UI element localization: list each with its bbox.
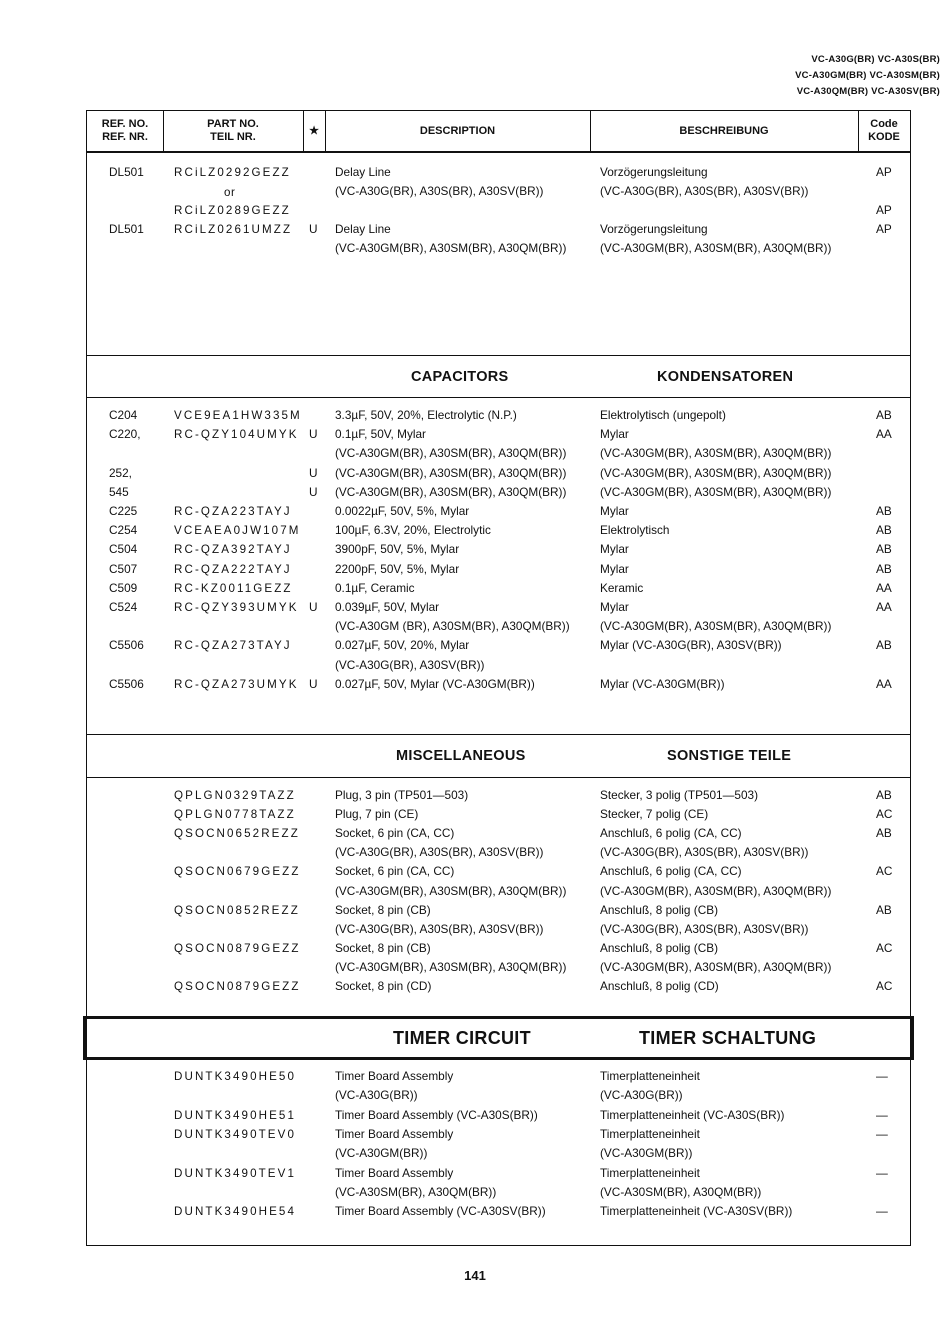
description-cell: (VC-A30GM(BR)) <box>335 1146 428 1161</box>
description-cell: (VC-A30GM(BR), A30SM(BR), A30QM(BR)) <box>335 883 567 898</box>
beschreibung-cell: (VC-A30GM(BR), A30SM(BR), A30QM(BR)) <box>600 959 832 974</box>
description-cell: 100µF, 6.3V, 20%, Electrolytic <box>335 523 491 538</box>
table-row <box>87 1086 910 1105</box>
table-row <box>87 786 910 805</box>
beschreibung-cell: Vorzögerungsleitung <box>600 165 708 179</box>
beschreibung-cell: Timerplatteneinheit (VC-A30SV(BR)) <box>600 1204 793 1219</box>
part-number-cell: RC-QZA273UMYK <box>174 677 299 691</box>
table-row <box>87 464 910 483</box>
description-cell: Plug, 3 pin (TP501—503) <box>335 788 469 802</box>
description-cell: 0.027µF, 50V, 20%, Mylar <box>335 638 470 653</box>
code-cell: AC <box>876 807 893 822</box>
description-cell: Socket, 6 pin (CA, CC) <box>335 826 455 841</box>
table-row <box>87 239 910 258</box>
description-cell: (VC-A30G(BR), A30SV(BR)) <box>335 657 485 672</box>
ref-cell: C524 <box>109 600 138 614</box>
beschreibung-cell: (VC-A30G(BR), A30S(BR), A30SV(BR)) <box>600 845 809 860</box>
description-cell: (VC-A30G(BR), A30S(BR), A30SV(BR)) <box>335 184 544 198</box>
part-number-cell: DUNTK3490HE54 <box>174 1205 297 1219</box>
code-cell: AA <box>876 580 892 595</box>
ref-cell: C254 <box>109 523 138 538</box>
beschreibung-cell: Mylar <box>600 561 629 576</box>
part-no-header: PART NO. TEIL NR. <box>207 118 259 143</box>
part-number-cell: RC-KZ0011GEZZ <box>174 581 293 595</box>
beschreibung-cell: (VC-A30G(BR)) <box>600 1088 683 1103</box>
ref-cell: 252, <box>109 465 132 480</box>
beschreibung-header: BESCHREIBUNG <box>679 124 769 137</box>
description-cell: Timer Board Assembly <box>335 1165 454 1180</box>
description-cell: (VC-A30GM(BR), A30SM(BR), A30QM(BR)) <box>335 484 567 499</box>
table-row <box>87 1183 910 1202</box>
description-cell: (VC-A30G(BR), A30S(BR), A30SV(BR)) <box>335 921 544 936</box>
part-number-cell: RC-QZA223TAYJ <box>174 505 292 518</box>
table-row <box>87 1144 910 1163</box>
beschreibung-cell: Mylar <box>600 504 629 518</box>
table-row <box>87 1106 910 1125</box>
description-cell: 3900pF, 50V, 5%, Mylar <box>335 542 460 557</box>
beschreibung-cell: Keramic <box>600 580 644 595</box>
table-row <box>87 1202 910 1221</box>
beschreibung-cell: Anschluß, 8 polig (CD) <box>600 979 719 993</box>
part-number-cell: RC-QZY104UMYK <box>174 428 299 442</box>
code-cell: — <box>876 1069 888 1083</box>
table-row <box>87 939 910 958</box>
code-cell: AB <box>876 788 892 802</box>
description-cell: (VC-A30GM(BR), A30SM(BR), A30QM(BR)) <box>335 465 567 480</box>
ref-cell: 545 <box>109 484 129 499</box>
table-row <box>87 1164 910 1183</box>
table-row <box>87 220 910 239</box>
ref-cell: C5506 <box>109 638 144 653</box>
beschreibung-cell: Anschluß, 8 polig (CB) <box>600 940 719 955</box>
star-cell: U <box>309 465 318 480</box>
part-number-cell: DUNTK3490HE50 <box>174 1070 297 1083</box>
beschreibung-cell: Mylar (VC-A30GM(BR)) <box>600 676 725 691</box>
table-row <box>87 201 910 220</box>
beschreibung-cell: (VC-A30GM(BR), A30SM(BR), A30QM(BR)) <box>600 484 832 499</box>
table-row <box>87 444 910 463</box>
code-cell: AB <box>876 523 892 538</box>
code-cell: AB <box>876 638 892 653</box>
code-cell: AC <box>876 940 893 955</box>
parts-list-table <box>86 110 911 1246</box>
table-row <box>87 656 910 675</box>
table-row <box>87 1125 910 1144</box>
part-number-cell: QSOCN0852REZZ <box>174 903 300 917</box>
table-row <box>87 617 910 636</box>
description-cell: Timer Board Assembly (VC-A30S(BR)) <box>335 1107 538 1122</box>
table-row <box>87 862 910 881</box>
table-row <box>87 540 910 559</box>
ref-cell: C204 <box>109 408 138 422</box>
table-row <box>87 882 910 901</box>
sonstige-teile-title: SONSTIGE TEILE <box>667 748 792 764</box>
code-cell: — <box>876 1165 888 1180</box>
description-cell: (VC-A30GM (BR), A30SM(BR), A30QM(BR)) <box>335 619 570 634</box>
kondensatoren-title: KONDENSATOREN <box>657 369 794 385</box>
model-line: VC-A30QM(BR) VC-A30SV(BR) <box>796 86 940 97</box>
model-list <box>740 52 940 100</box>
code-cell: AP <box>876 222 892 236</box>
beschreibung-cell: (VC-A30G(BR), A30S(BR), A30SV(BR)) <box>600 184 809 198</box>
part-number-cell: DUNTK3490TEV1 <box>174 1166 297 1180</box>
code-cell: AB <box>876 504 892 518</box>
ref-cell: C5506 <box>109 676 144 691</box>
beschreibung-cell: Stecker, 3 polig (TP501—503) <box>600 788 759 802</box>
code-cell: AB <box>876 902 892 917</box>
or-label: or <box>224 186 236 199</box>
model-line: VC-A30G(BR) VC-A30S(BR) <box>811 54 940 65</box>
part-number-cell: QPLGN0778TAZZ <box>174 808 296 822</box>
part-number-cell: RCiLZ0292GEZZ <box>174 166 291 179</box>
beschreibung-cell: Elektrolytisch (ungepolt) <box>600 408 726 422</box>
code-cell: AA <box>876 676 892 691</box>
description-header: DESCRIPTION <box>419 124 496 137</box>
table-row <box>87 521 910 540</box>
table-row <box>87 598 910 617</box>
table-row <box>87 824 910 843</box>
beschreibung-cell: (VC-A30GM(BR), A30SM(BR), A30QM(BR)) <box>600 465 832 480</box>
star-cell: U <box>309 222 318 236</box>
description-cell: (VC-A30GM(BR), A30SM(BR), A30QM(BR)) <box>335 241 567 255</box>
ref-cell: C507 <box>109 561 138 576</box>
part-number-cell: VCEAEA0JW107M <box>174 524 301 538</box>
description-cell: (VC-A30SM(BR), A30QM(BR)) <box>335 1184 497 1199</box>
table-row <box>87 425 910 444</box>
star-header: ★ <box>309 124 319 137</box>
description-cell: Delay Line <box>335 165 391 179</box>
beschreibung-cell: (VC-A30GM(BR)) <box>600 1146 693 1161</box>
table-row <box>87 675 910 694</box>
description-cell: (VC-A30G(BR)) <box>335 1088 418 1103</box>
capacitors-title: CAPACITORS <box>411 369 509 385</box>
table-row <box>87 502 910 521</box>
table-row <box>87 579 910 598</box>
code-cell: AA <box>876 600 892 614</box>
beschreibung-cell: Timerplatteneinheit <box>600 1126 700 1141</box>
code-cell: AP <box>876 203 892 217</box>
code-cell: AC <box>876 864 893 879</box>
description-cell: (VC-A30G(BR), A30S(BR), A30SV(BR)) <box>335 845 544 860</box>
ref-cell: C504 <box>109 542 138 557</box>
description-cell: Timer Board Assembly <box>335 1069 454 1083</box>
star-cell: U <box>309 484 318 499</box>
code-header: Code KODE <box>868 118 900 143</box>
description-cell: Timer Board Assembly (VC-A30SV(BR)) <box>335 1204 546 1219</box>
description-cell: 0.039µF, 50V, Mylar <box>335 600 440 614</box>
beschreibung-cell: (VC-A30G(BR), A30S(BR), A30SV(BR)) <box>600 921 809 936</box>
part-number-cell: QSOCN0879GEZZ <box>174 941 301 955</box>
code-cell: AB <box>876 542 892 557</box>
part-number-cell: DUNTK3490HE51 <box>174 1108 297 1122</box>
ref-cell: DL501 <box>109 165 144 179</box>
table-row <box>87 406 910 425</box>
part-number-cell: RC-QZA222TAYJ <box>174 562 292 576</box>
star-cell: U <box>309 600 318 614</box>
page-number: 141 <box>464 1268 486 1283</box>
table-row <box>87 977 910 996</box>
description-cell: 2200pF, 50V, 5%, Mylar <box>335 561 460 576</box>
description-cell: (VC-A30GM(BR), A30SM(BR), A30QM(BR)) <box>335 959 567 974</box>
table-row <box>87 958 910 977</box>
table-row <box>87 163 910 182</box>
code-cell: AA <box>876 427 892 442</box>
ref-no-header: REF. NO. REF. NR. <box>101 118 149 143</box>
part-number-cell: RC-QZA392TAYJ <box>174 543 292 557</box>
description-cell: 0.1µF, Ceramic <box>335 580 415 595</box>
beschreibung-cell: (VC-A30GM(BR), A30SM(BR), A30QM(BR)) <box>600 241 832 255</box>
description-cell: 3.3µF, 50V, 20%, Electrolytic (N.P.) <box>335 408 517 422</box>
beschreibung-cell: Timerplatteneinheit <box>600 1069 700 1083</box>
part-number-cell: QSOCN0679GEZZ <box>174 865 301 879</box>
description-cell: Timer Board Assembly <box>335 1126 454 1141</box>
model-line: VC-A30GM(BR) VC-A30SM(BR) <box>795 70 940 81</box>
table-row <box>87 920 910 939</box>
beschreibung-cell: (VC-A30GM(BR), A30SM(BR), A30QM(BR)) <box>600 446 832 461</box>
beschreibung-cell: Mylar (VC-A30G(BR), A30SV(BR)) <box>600 638 782 653</box>
beschreibung-cell: Elektrolytisch <box>600 523 670 538</box>
star-cell: U <box>309 427 318 442</box>
beschreibung-cell: Vorzögerungsleitung <box>600 222 708 236</box>
code-cell: AB <box>876 408 892 422</box>
part-number-cell: QSOCN0652REZZ <box>174 827 300 841</box>
part-number-cell: RC-QZA273TAYJ <box>174 639 292 653</box>
beschreibung-cell: Stecker, 7 polig (CE) <box>600 807 709 822</box>
code-cell: AC <box>876 979 893 993</box>
code-cell: — <box>876 1204 888 1219</box>
description-cell: Socket, 8 pin (CB) <box>335 940 431 955</box>
part-number-cell: QPLGN0329TAZZ <box>174 789 296 802</box>
table-row <box>87 1067 910 1086</box>
code-cell: AB <box>876 826 892 841</box>
miscellaneous-title: MISCELLANEOUS <box>396 748 526 764</box>
beschreibung-cell: Mylar <box>600 427 629 442</box>
description-cell: Delay Line <box>335 222 391 236</box>
description-cell: 0.0022µF, 50V, 5%, Mylar <box>335 504 470 518</box>
beschreibung-cell: Mylar <box>600 542 629 557</box>
ref-cell: C509 <box>109 580 138 595</box>
or-row <box>87 183 910 202</box>
description-cell: Plug, 7 pin (CE) <box>335 807 419 822</box>
description-cell: (VC-A30GM(BR), A30SM(BR), A30QM(BR)) <box>335 446 567 461</box>
beschreibung-cell: Mylar <box>600 600 629 614</box>
ref-cell: C220, <box>109 427 141 442</box>
table-row <box>87 805 910 824</box>
beschreibung-cell: Anschluß, 6 polig (CA, CC) <box>600 864 742 879</box>
table-row <box>87 560 910 579</box>
beschreibung-cell: (VC-A30GM(BR), A30SM(BR), A30QM(BR)) <box>600 619 832 634</box>
description-cell: 0.1µF, 50V, Mylar <box>335 427 426 442</box>
ref-cell: C225 <box>109 504 138 518</box>
code-cell: AB <box>876 561 892 576</box>
table-row <box>87 483 910 502</box>
table-row <box>87 901 910 920</box>
description-cell: Socket, 8 pin (CD) <box>335 979 432 993</box>
beschreibung-cell: Timerplatteneinheit (VC-A30S(BR)) <box>600 1107 785 1122</box>
part-number-cell: QSOCN0879GEZZ <box>174 980 301 993</box>
part-number-cell: RC-QZY393UMYK <box>174 601 299 614</box>
beschreibung-cell: Anschluß, 8 polig (CB) <box>600 902 719 917</box>
table-row <box>87 843 910 862</box>
beschreibung-cell: (VC-A30GM(BR), A30SM(BR), A30QM(BR)) <box>600 883 832 898</box>
beschreibung-cell: (VC-A30SM(BR), A30QM(BR)) <box>600 1184 762 1199</box>
description-cell: 0.027µF, 50V, Mylar (VC-A30GM(BR)) <box>335 676 535 691</box>
code-cell: — <box>876 1107 888 1122</box>
ref-cell: DL501 <box>109 222 144 236</box>
part-number-cell: RCiLZ0261UMZZ <box>174 223 293 236</box>
part-number-cell: VCE9EA1HW335M <box>174 409 302 422</box>
part-number-cell: RCiLZ0289GEZZ <box>174 204 291 217</box>
timer-section-header <box>83 1016 914 1060</box>
description-cell: Socket, 6 pin (CA, CC) <box>335 864 455 879</box>
timer-schaltung-title: TIMER SCHALTUNG <box>639 1028 817 1048</box>
table-header <box>87 111 910 153</box>
timer-circuit-title: TIMER CIRCUIT <box>393 1028 531 1048</box>
beschreibung-cell: Timerplatteneinheit <box>600 1165 700 1180</box>
table-row <box>87 636 910 655</box>
beschreibung-cell: Anschluß, 6 polig (CA, CC) <box>600 826 742 841</box>
code-cell: — <box>876 1126 888 1141</box>
star-cell: U <box>309 676 318 691</box>
code-cell: AP <box>876 165 892 179</box>
description-cell: Socket, 8 pin (CB) <box>335 902 431 917</box>
part-number-cell: DUNTK3490TEV0 <box>174 1127 297 1141</box>
